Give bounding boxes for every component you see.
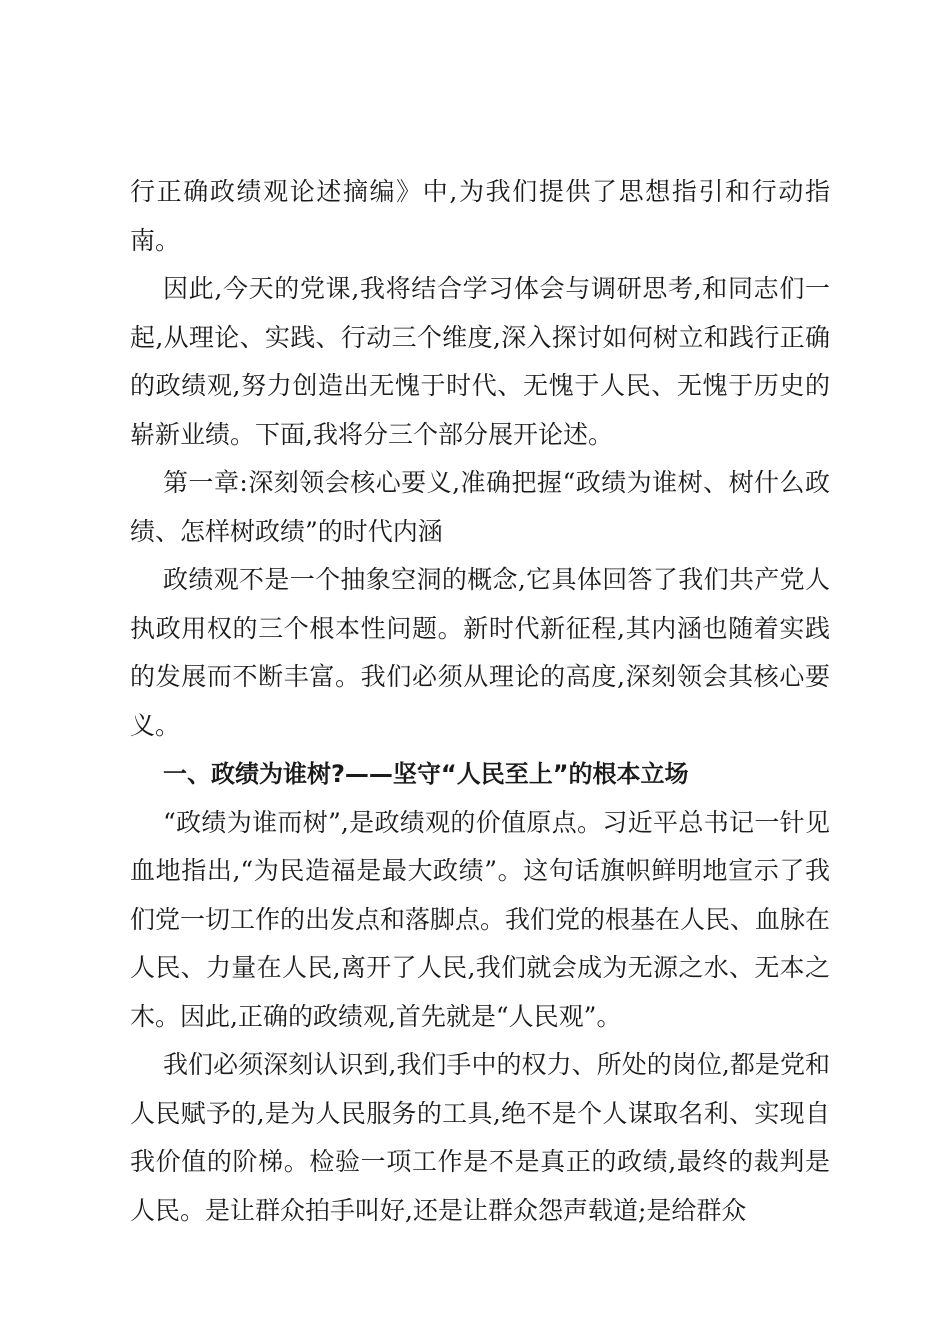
- paragraph-people-first: “政绩为谁而树”,是政绩观的价值原点。习近平总书记一针见血地指出,“为民造福是最大政绩”。这句话旗帜鲜明地宣示了我们党一切工作的出发点和落脚点。我们党的根基在人民、血脉在人民、力量在人民,离开了人民,我们就会成为无源之水、无本之木。因此,正确的政绩观,首先就是“人民观”。: [130, 807, 831, 1031]
- paragraph-power-source: 我们必须深刻认识到,我们手中的权力、所处的岗位,都是党和人民赋予的,是为人民服务的工具,绝不是个人谋取名利、实现自我价值的阶梯。检验一项工作是不是真正的政绩,最终的裁判是人民。是让群众拍手叫好,还是让群众怨声载道;是给群众: [130, 1050, 830, 1225]
- paragraph-continuation: 行正确政绩观论述摘编》中,为我们提供了思想指引和行动指南。: [130, 177, 830, 255]
- paragraph-overview: 政绩观不是一个抽象空洞的概念,它具体回答了我们共产党人执政用权的三个根本性问题。新时代新征程,其内涵也随着实践的发展而不断丰富。我们必须从理论的高度,深刻领会其核心要义。: [130, 565, 830, 740]
- chapter-title: 第一章:深刻领会核心要义,准确把握“政绩为谁树、树什么政绩、怎样树政绩”的时代内涵: [130, 468, 830, 546]
- paragraph-intro: 因此,今天的党课,我将结合学习体会与调研思考,和同志们一起,从理论、实践、行动三个维度,深入探讨如何树立和践行正确的政绩观,努力创造出无愧于时代、无愧于人民、无愧于历史的崭新业绩。下面,我将分三个部分展开论述。: [130, 274, 830, 449]
- document-body: [130, 168, 830, 1235]
- section-heading: 一、政绩为谁树?——坚守“人民至上”的根本立场: [163, 760, 689, 788]
